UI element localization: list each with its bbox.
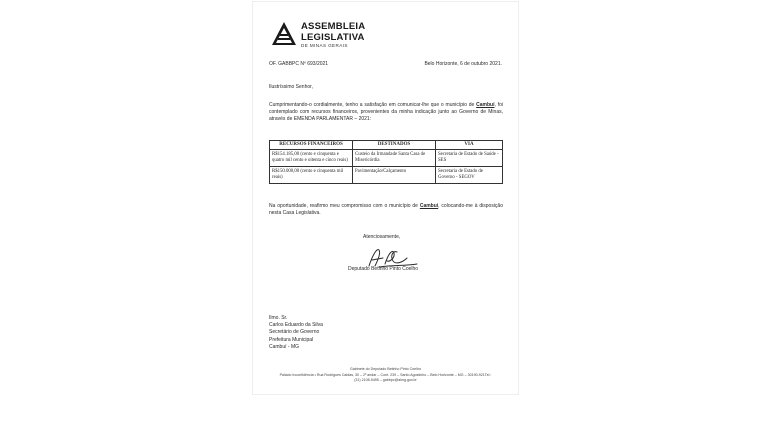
paragraph-1-text-a: Cumprimentando-o cordialmente, tenho a satisfação em comunicar-lhe que o município de bbox=[269, 102, 477, 108]
city-name: Cambuí bbox=[476, 102, 495, 108]
paragraph-2-text-a: Na oportunidade, reafirmo meu compromisso com o município de bbox=[269, 203, 420, 209]
assembly-emblem-icon bbox=[271, 21, 297, 47]
recipient-line: Carlos Eduardo da Silva bbox=[269, 322, 323, 329]
table-row bbox=[270, 167, 503, 184]
table-cell: R$154.185,00 (cento e cinquenta e quatro mil cento e oitenta e cinco reais) bbox=[270, 150, 353, 167]
letter-page bbox=[253, 2, 518, 394]
logo-line-2: LEGISLATIVA bbox=[301, 31, 365, 43]
letter-date: Belo Horizonte, 6 de outubro 2021. bbox=[424, 61, 502, 67]
signer-name: Deputado Betinho Pinto Coelho bbox=[348, 266, 419, 272]
table-cell: R$150.000,00 (cento e cinquenta mil reais) bbox=[270, 167, 353, 184]
table-cell: Secretaria de Estado de Saúde - SES bbox=[436, 150, 503, 167]
paragraph-2-text-b: , colocando-me à disposição nesta Casa Legislativa. bbox=[269, 203, 503, 217]
page-footer bbox=[253, 367, 518, 384]
table-header-row bbox=[270, 141, 503, 150]
logo-line-3: DE MINAS GERAIS bbox=[301, 43, 348, 48]
footer-line: (31) 2108-5495 – gabbpc@almg.gov.br bbox=[354, 378, 417, 382]
reference-number: OF. GABBPC Nº 693/2021 bbox=[269, 61, 329, 67]
column-header: RECURSOS FINANCEIROS bbox=[270, 141, 353, 150]
recipient-line: Secretário de Governo bbox=[269, 329, 320, 336]
city-name: Cambuí bbox=[419, 203, 439, 209]
funding-table bbox=[269, 140, 503, 184]
column-header: VIA bbox=[436, 141, 503, 150]
footer-line: Gabinete do Deputado Betinho Pinto Coelho bbox=[350, 367, 421, 371]
table-cell: Secretaria de Estado de Governo - SEGOV bbox=[436, 167, 503, 184]
paragraph-1 bbox=[269, 102, 503, 124]
recipient-line: Ilmo. Sr. bbox=[269, 315, 288, 321]
closing: Atenciosamente, bbox=[363, 234, 401, 240]
table-cell: Pavimentação/Calçamento bbox=[353, 167, 436, 184]
footer-line: Palácio Inconfidência • Rua Rodrigues Caldas, 30 – 2º andar – Cont. 239 – Santo Agostinho – Belo Horizonte – MG – 30190-921Tel.: bbox=[279, 372, 492, 377]
recipient-line: Prefeitura Municipal bbox=[269, 336, 314, 343]
assembly-logo bbox=[271, 21, 391, 51]
paragraph-2 bbox=[269, 203, 503, 217]
recipient-line: Cambuí - MG bbox=[269, 343, 300, 350]
logo-line-1: ASSEMBLEIA bbox=[301, 21, 366, 32]
paragraph-1-text-b: , foi contemplado com recursos financeiros, provenientes da minha indicação junto ao Governo de Minas, através de EMENDA PARLAMENTAR – 2021: bbox=[269, 102, 503, 123]
salutation: Ilustríssimo Senhor, bbox=[269, 84, 313, 90]
table-cell: Custeio da Irmandade Santa Casa de Misericórdia bbox=[353, 150, 436, 167]
table-row bbox=[270, 150, 503, 167]
recipient-address bbox=[269, 315, 323, 351]
logo-text bbox=[301, 22, 365, 49]
column-header: DESTINADOS bbox=[353, 141, 436, 150]
